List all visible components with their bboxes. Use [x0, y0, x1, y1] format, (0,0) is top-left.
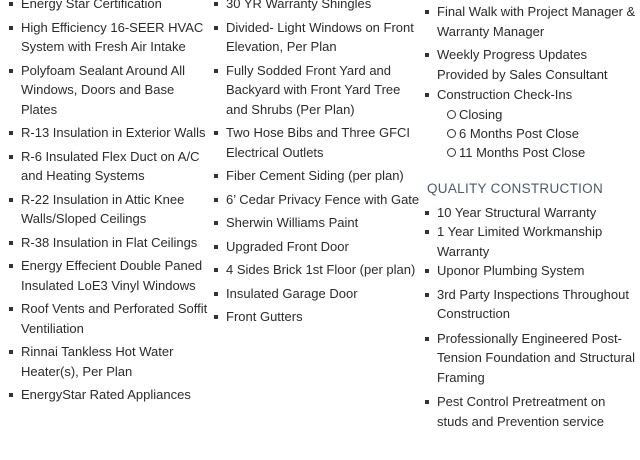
process-list	[424, 2, 640, 162]
list-item: Front Gutters	[213, 307, 423, 327]
list-item: Energy Effecient Double Paned Insulated LoE3 Vinyl Windows	[8, 256, 213, 295]
list-item: R-38 Insulation in Flat Ceilings	[8, 233, 213, 253]
features-column-3	[424, 2, 640, 431]
list-item: Polyfoam Sealant Around All Windows, Doors and Base Plates	[8, 61, 213, 120]
list-item: Upgraded Front Door	[213, 237, 423, 257]
list-item: 30 YR Warranty Shingles	[213, 0, 423, 14]
list-item: Insulated Garage Door	[213, 284, 423, 304]
list-item: Two Hose Bibs and Three GFCI Electrical Outlets	[213, 123, 423, 162]
checkins-sublist	[424, 105, 640, 162]
list-item: R-22 Insulation in Attic Knee Walls/Sloped Ceilings	[8, 190, 213, 229]
energy-features-list	[8, 0, 213, 405]
list-item: Roof Vents and Perforated Soffit Ventiliation	[8, 299, 213, 338]
list-item	[424, 85, 640, 162]
list-item: 1 Year Limited Workmanship Warranty	[424, 222, 640, 261]
features-column-2	[213, 0, 423, 331]
list-item: 6’ Cedar Privacy Fence with Gate	[213, 190, 423, 210]
list-item: Weekly Progress Updates Provided by Sales Consultant	[424, 45, 640, 84]
list-item: 10 Year Structural Warranty	[424, 203, 640, 223]
sub-list-item: 11 Months Post Close	[424, 143, 640, 162]
list-item: 3rd Party Inspections Throughout Construction	[424, 285, 640, 324]
list-item: R-6 Insulated Flex Duct on A/C and Heating Systems	[8, 147, 213, 186]
features-column-1	[8, 0, 213, 409]
list-item: R-13 Insulation in Exterior Walls	[8, 123, 213, 143]
list-item: Pest Control Pretreatment on studs and Prevention service	[424, 392, 640, 431]
quality-construction-list	[424, 203, 640, 432]
section-heading: QUALITY CONSTRUCTION	[427, 180, 604, 196]
list-item: Uponor Plumbing System	[424, 261, 640, 281]
list-item: Sherwin Williams Paint	[213, 213, 423, 233]
list-item: Rinnai Tankless Hot Water Heater(s), Per Plan	[8, 342, 213, 381]
list-item: Fiber Cement Siding (per plan)	[213, 166, 423, 186]
list-item: EnergyStar Rated Appliances	[8, 385, 213, 405]
checkins-label: Construction Check-Ins	[437, 87, 573, 102]
list-item: Fully Sodded Front Yard and Backyard with Front Yard Tree and Shrubs (Per Plan)	[213, 61, 423, 120]
list-item: High Efficiency 16-SEER HVAC System with Fresh Air Intake	[8, 18, 213, 57]
list-item: Final Walk with Project Manager & Warranty Manager	[424, 2, 640, 41]
exterior-features-list	[213, 0, 423, 327]
list-item: 4 Sides Brick 1st Floor (per plan)	[213, 260, 423, 280]
sub-list-item: Closing	[424, 105, 640, 124]
list-item: Professionally Engineered Post-Tension Foundation and Structural Framing	[424, 329, 640, 388]
list-item: Energy Star Certification	[8, 0, 213, 14]
sub-list-item: 6 Months Post Close	[424, 124, 640, 143]
list-item: Divided- Light Windows on Front Elevation, Per Plan	[213, 18, 423, 57]
